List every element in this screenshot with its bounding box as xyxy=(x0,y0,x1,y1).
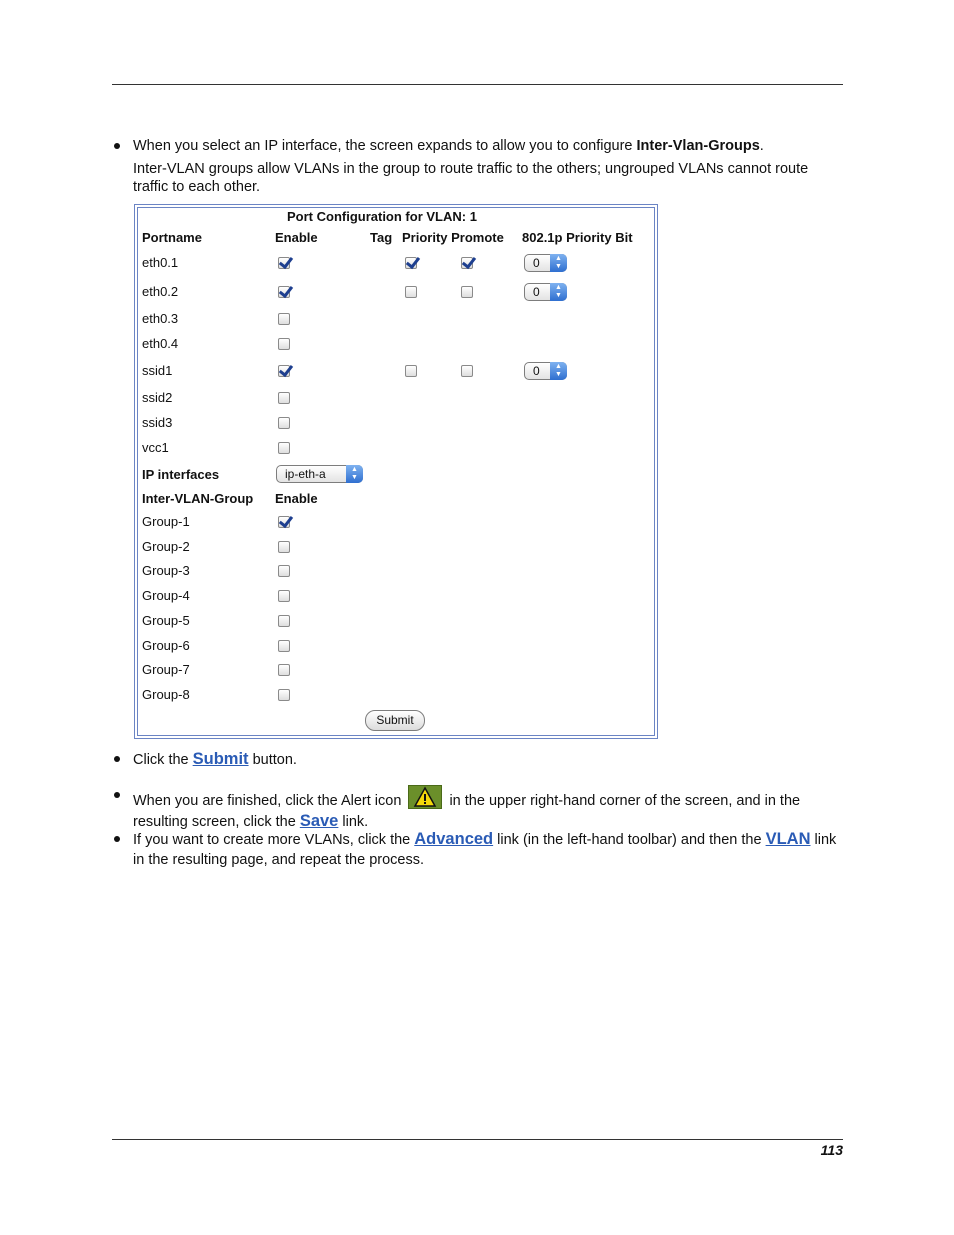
panel-title: Port Configuration for VLAN: 1 xyxy=(287,209,477,224)
port-name: vcc1 xyxy=(142,440,169,455)
priority-bit-value: 0 xyxy=(533,256,540,270)
page-number: 113 xyxy=(820,1142,843,1158)
group-enable-checkbox[interactable] xyxy=(278,640,290,652)
port-name: eth0.1 xyxy=(142,255,179,270)
group-enable-checkbox[interactable] xyxy=(278,516,290,528)
port-priority-promote-checkbox[interactable] xyxy=(461,257,473,269)
select-arrows-icon: ▲ ▼ xyxy=(550,254,567,272)
priority-bit-select[interactable] xyxy=(524,254,567,272)
bullet-select-ip-interface xyxy=(133,136,845,156)
port-name: eth0.4 xyxy=(142,336,179,351)
select-arrows-icon: ▲ ▼ xyxy=(550,362,567,380)
inter-vlan-groups-term: Inter-Vlan-Groups xyxy=(636,138,760,154)
ip-interface-select[interactable] xyxy=(276,465,363,483)
step-text: link (in the left-hand toolbar) and then the xyxy=(493,832,766,848)
group-enable-checkbox[interactable] xyxy=(278,689,290,701)
port-tag-checkbox[interactable] xyxy=(405,257,417,269)
group-enable-header: Enable xyxy=(275,491,318,506)
bullet-alert-save xyxy=(133,785,845,832)
step-text-end: link in the resulting page, and repeat the process. xyxy=(133,832,837,868)
port-name: ssid3 xyxy=(142,415,173,430)
port-configuration-screenshot xyxy=(134,204,658,739)
step-text: When you are finished, click the Alert icon xyxy=(133,793,402,809)
group-enable-checkbox[interactable] xyxy=(278,541,290,553)
submit-link[interactable]: Submit xyxy=(192,750,249,768)
group-header: Inter-VLAN-Group xyxy=(142,491,254,506)
select-arrows-icon: ▲ ▼ xyxy=(346,465,363,483)
bullet-click-submit xyxy=(133,749,845,770)
port-enable-checkbox[interactable] xyxy=(278,257,290,269)
port-enable-checkbox[interactable] xyxy=(278,442,290,454)
group-name: Group-6 xyxy=(142,637,190,653)
header-priority-bit: 802.1p Priority Bit xyxy=(522,230,633,245)
header-tag: Tag xyxy=(370,230,393,245)
bullet-more-vlans xyxy=(133,829,845,870)
inter-vlan-description: Inter-VLAN groups allow VLANs in the group to route traffic to the others; ungrouped VLANs cannot route traffic to each other. xyxy=(133,161,809,195)
port-name: eth0.2 xyxy=(142,284,179,299)
group-name: Group-1 xyxy=(142,514,190,529)
port-enable-checkbox[interactable] xyxy=(278,338,290,350)
step-text-end: link. xyxy=(338,814,369,830)
step-text-end: button. xyxy=(248,752,297,768)
group-enable-checkbox[interactable] xyxy=(278,664,290,676)
group-name: Group-4 xyxy=(142,588,190,604)
step-text: in the upper right-hand corner of the screen, and in the resulting screen, click the xyxy=(133,793,801,830)
ip-interfaces-label: IP interfaces xyxy=(142,467,220,482)
header-portname: Portname xyxy=(142,230,202,245)
port-enable-checkbox[interactable] xyxy=(278,365,290,377)
group-enable-checkbox[interactable] xyxy=(278,565,290,577)
vlan-link[interactable]: VLAN xyxy=(765,830,811,848)
port-enable-checkbox[interactable] xyxy=(278,313,290,325)
group-name: Group-7 xyxy=(142,662,190,678)
group-name: Group-8 xyxy=(142,686,190,702)
port-enable-checkbox[interactable] xyxy=(278,286,290,298)
save-link[interactable]: Save xyxy=(299,812,339,830)
header-rule xyxy=(112,84,843,85)
port-tag-checkbox[interactable] xyxy=(405,365,417,377)
group-name: Group-2 xyxy=(142,538,190,554)
port-name: ssid1 xyxy=(142,363,173,378)
port-enable-checkbox[interactable] xyxy=(278,392,290,404)
port-priority-promote-checkbox[interactable] xyxy=(461,286,473,298)
header-enable: Enable xyxy=(275,230,318,245)
port-name: eth0.3 xyxy=(142,311,179,326)
group-name: Group-5 xyxy=(142,612,190,628)
priority-bit-select[interactable] xyxy=(524,283,567,301)
priority-bit-value: 0 xyxy=(533,364,540,378)
group-enable-checkbox[interactable] xyxy=(278,615,290,627)
port-tag-checkbox[interactable] xyxy=(405,286,417,298)
header-priority-promote: Priority Promote xyxy=(402,230,504,245)
bullet-text: When you select an IP interface, the screen expands to allow you to configure xyxy=(133,138,637,154)
submit-button[interactable]: Submit xyxy=(365,710,425,731)
priority-bit-select[interactable] xyxy=(524,362,567,380)
step-text: Click the xyxy=(133,752,193,768)
select-arrows-icon: ▲ ▼ xyxy=(550,283,567,301)
group-enable-checkbox[interactable] xyxy=(278,590,290,602)
footer-rule xyxy=(112,1139,843,1140)
group-name: Group-3 xyxy=(142,563,190,579)
alert-icon[interactable] xyxy=(408,785,442,809)
port-priority-promote-checkbox[interactable] xyxy=(461,365,473,377)
ip-interface-value: ip-eth-a xyxy=(285,467,326,481)
port-name: ssid2 xyxy=(142,390,173,405)
bullet-text-end: . xyxy=(759,138,764,154)
advanced-link[interactable]: Advanced xyxy=(414,830,494,848)
priority-bit-value: 0 xyxy=(533,285,540,299)
step-text: If you want to create more VLANs, click the xyxy=(133,832,415,848)
port-enable-checkbox[interactable] xyxy=(278,417,290,429)
